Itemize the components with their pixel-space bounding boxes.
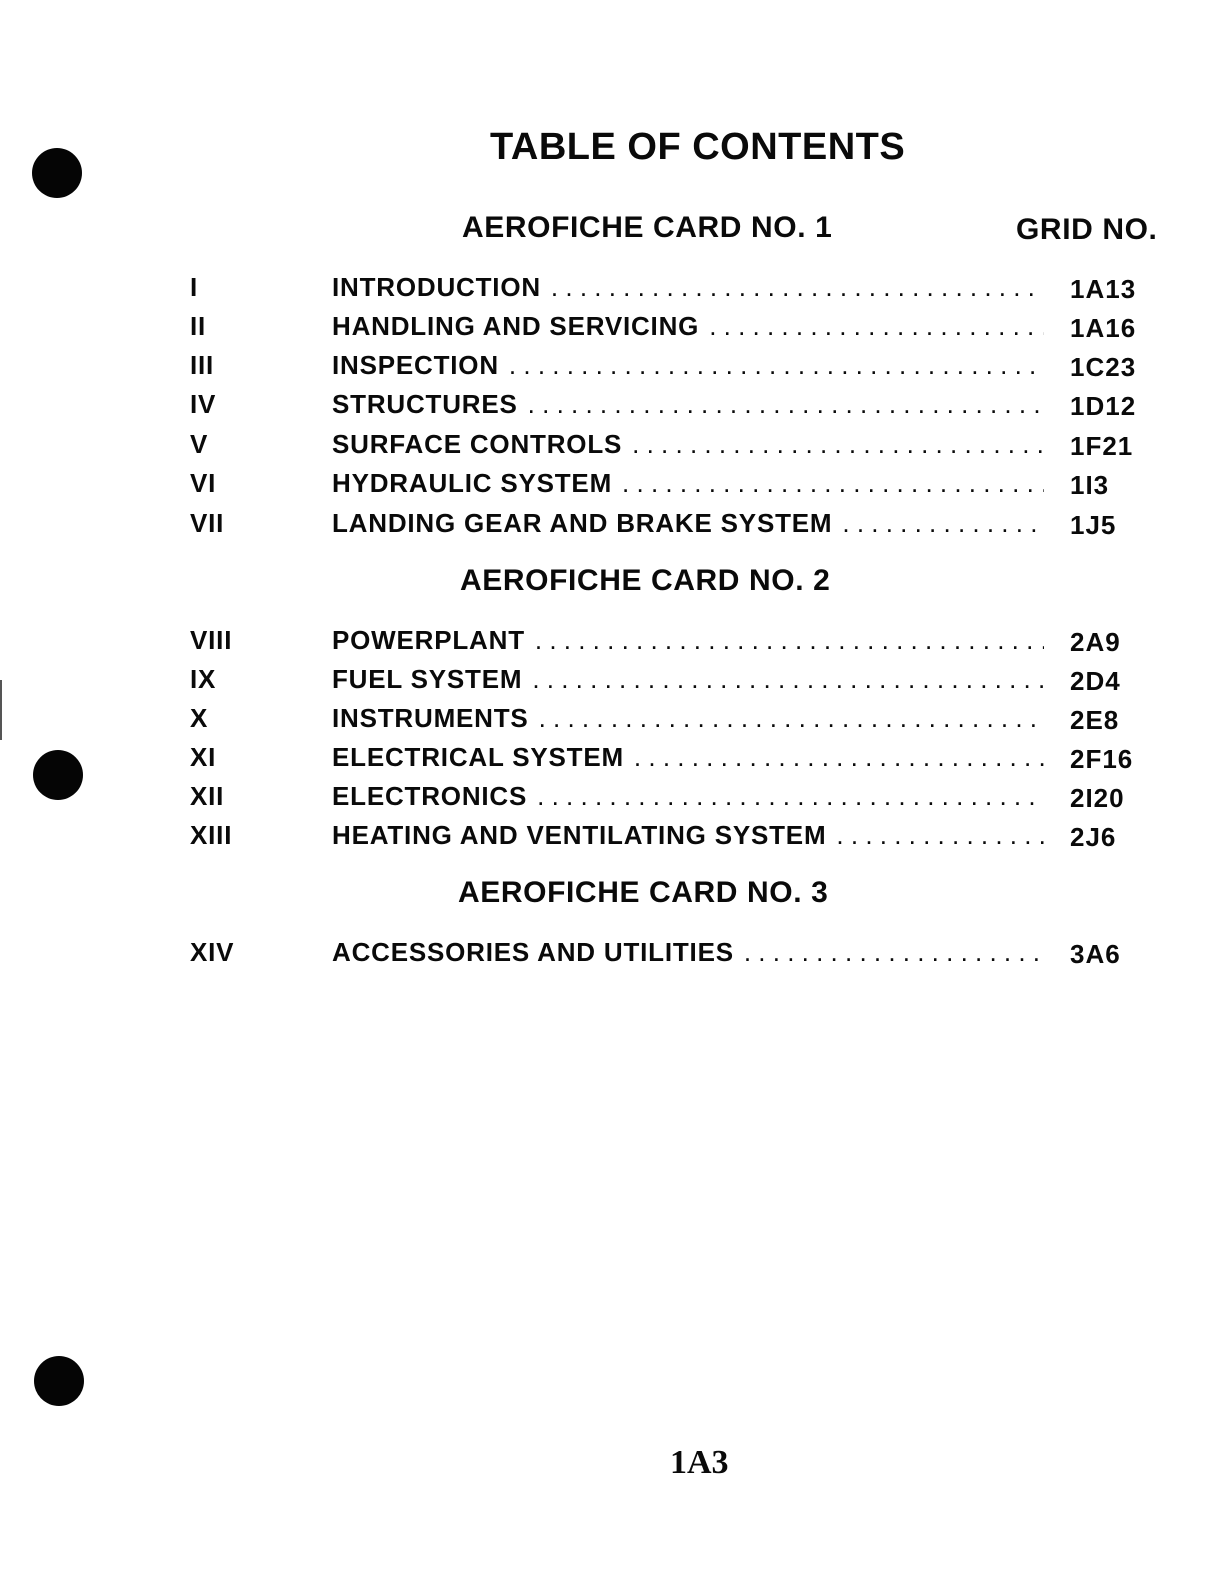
section-number: XIV (190, 937, 235, 967)
toc-row[interactable] (188, 429, 1148, 463)
grid-number: 1C23 (1070, 352, 1137, 382)
dot-leader (551, 272, 1044, 303)
dot-leader (622, 468, 1044, 499)
toc-row[interactable] (188, 820, 1148, 854)
dot-leader (632, 429, 1044, 460)
section-title: INSTRUMENTS (332, 703, 529, 733)
section-title: FUEL SYSTEM (332, 664, 523, 694)
binder-hole-bottom (34, 1356, 84, 1406)
toc-row[interactable] (188, 742, 1148, 776)
toc-row[interactable] (188, 508, 1148, 542)
toc-row[interactable] (188, 468, 1148, 502)
card-2-heading: AEROFICHE CARD NO. 2 (460, 564, 831, 597)
section-title: ELECTRONICS (332, 781, 528, 811)
dot-leader (842, 508, 1044, 539)
toc-row[interactable] (188, 703, 1148, 737)
page-title: TABLE OF CONTENTS (490, 126, 906, 168)
dot-leader (539, 703, 1044, 734)
grid-number: 2F16 (1070, 744, 1134, 774)
toc-row[interactable] (188, 389, 1148, 423)
section-number: IX (190, 664, 217, 694)
section-title: POWERPLANT (332, 625, 525, 655)
section-title: SURFACE CONTROLS (332, 429, 623, 459)
toc-row[interactable] (188, 311, 1148, 345)
section-title: INSPECTION (332, 350, 499, 380)
grid-number-header: GRID NO. (1016, 213, 1158, 246)
toc-row[interactable] (188, 350, 1148, 384)
section-number: XIII (190, 820, 233, 850)
toc-row[interactable] (188, 625, 1148, 659)
grid-number: 1I3 (1070, 470, 1110, 500)
section-number: I (190, 272, 199, 302)
section-number: V (190, 429, 209, 459)
dot-leader (535, 625, 1044, 656)
section-number: III (190, 350, 215, 380)
section-number: VII (190, 508, 225, 538)
toc-row[interactable] (188, 664, 1148, 698)
dot-leader (744, 937, 1044, 968)
section-title: ACCESSORIES AND UTILITIES (332, 937, 734, 967)
toc-row[interactable] (188, 937, 1148, 971)
section-title: LANDING GEAR AND BRAKE SYSTEM (332, 508, 833, 538)
toc-row[interactable] (188, 272, 1148, 306)
dot-leader (709, 311, 1044, 342)
card-3-heading: AEROFICHE CARD NO. 3 (458, 876, 829, 909)
section-title: HEATING AND VENTILATING SYSTEM (332, 820, 827, 850)
section-number: IV (190, 389, 217, 419)
section-number: II (190, 311, 207, 341)
dot-leader (528, 389, 1044, 420)
dot-leader (532, 664, 1044, 695)
page-number: 1A3 (670, 1444, 729, 1481)
grid-number: 1F21 (1070, 431, 1134, 461)
binder-hole-middle (33, 750, 83, 800)
dot-leader (537, 781, 1044, 812)
section-number: X (190, 703, 209, 733)
binder-hole-top (32, 148, 82, 198)
dot-leader (634, 742, 1044, 773)
dot-leader (836, 820, 1044, 851)
section-number: VIII (190, 625, 233, 655)
section-title: ELECTRICAL SYSTEM (332, 742, 624, 772)
grid-number: 2A9 (1070, 627, 1121, 657)
grid-number: 1A13 (1070, 274, 1137, 304)
section-number: XI (190, 742, 217, 772)
dot-leader (509, 350, 1044, 381)
grid-number: 2I20 (1070, 783, 1125, 813)
grid-number: 1A16 (1070, 313, 1137, 343)
section-title: HYDRAULIC SYSTEM (332, 468, 613, 498)
scan-edge-mark (0, 680, 2, 740)
grid-number: 2D4 (1070, 666, 1121, 696)
section-title: STRUCTURES (332, 389, 518, 419)
section-number: VI (190, 468, 217, 498)
section-title: HANDLING AND SERVICING (332, 311, 700, 341)
toc-row[interactable] (188, 781, 1148, 815)
card-1-heading: AEROFICHE CARD NO. 1 (462, 211, 833, 244)
grid-number: 1J5 (1070, 510, 1117, 540)
grid-number: 2J6 (1070, 822, 1117, 852)
grid-number: 1D12 (1070, 391, 1137, 421)
grid-number: 3A6 (1070, 939, 1121, 969)
section-title: INTRODUCTION (332, 272, 541, 302)
grid-number: 2E8 (1070, 705, 1120, 735)
section-number: XII (190, 781, 225, 811)
